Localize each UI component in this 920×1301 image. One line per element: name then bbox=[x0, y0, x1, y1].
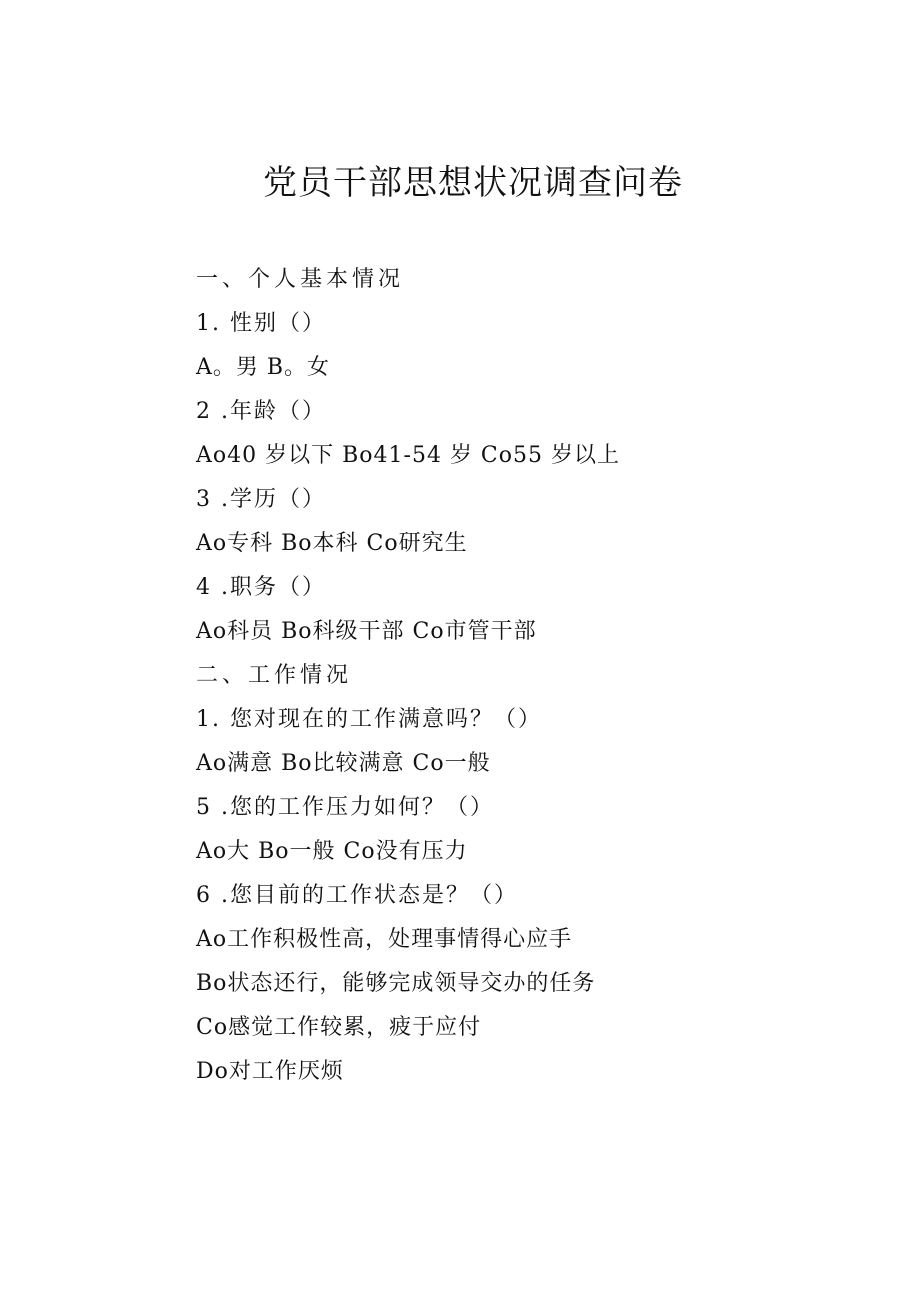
section-heading-personal-info: 一、个人基本情况 bbox=[196, 267, 405, 292]
questionnaire-body bbox=[196, 258, 816, 1094]
question-age: 2 .年龄（） bbox=[196, 399, 326, 424]
options-education: Ao专科 Bo本科 Co研究生 bbox=[196, 531, 468, 556]
document-title: 党员干部思想状况调查问卷 bbox=[263, 163, 683, 203]
question-gender: 1. 性别（） bbox=[196, 311, 326, 336]
question-work-pressure: 5 .您的工作压力如何？（） bbox=[196, 795, 494, 820]
option-work-state-c: Co感觉工作较累，疲于应付 bbox=[196, 1015, 482, 1040]
question-position: 4 .职务（） bbox=[196, 575, 326, 600]
options-work-pressure: Ao大 Bo一般 Co没有压力 bbox=[196, 839, 468, 864]
options-position: Ao科员 Bo科级干部 Co市管干部 bbox=[196, 619, 537, 644]
options-age: Ao40 岁以下 Bo41-54 岁 Co55 岁以上 bbox=[196, 443, 620, 468]
options-job-satisfaction: Ao满意 Bo比较满意 Co一般 bbox=[196, 751, 491, 776]
option-work-state-a: Ao工作积极性高，处理事情得心应手 bbox=[196, 927, 573, 952]
question-work-state: 6 .您目前的工作状态是？（） bbox=[196, 883, 518, 908]
section-heading-work-status: 二、工作情况 bbox=[196, 663, 353, 688]
option-work-state-d: Do对工作厌烦 bbox=[196, 1059, 344, 1084]
question-job-satisfaction: 1. 您对现在的工作满意吗？（） bbox=[196, 707, 542, 732]
option-work-state-b: Bo状态还行，能够完成领导交办的任务 bbox=[196, 971, 596, 996]
question-education: 3 .学历（） bbox=[196, 487, 326, 512]
options-gender: A。男 B。女 bbox=[196, 355, 331, 380]
